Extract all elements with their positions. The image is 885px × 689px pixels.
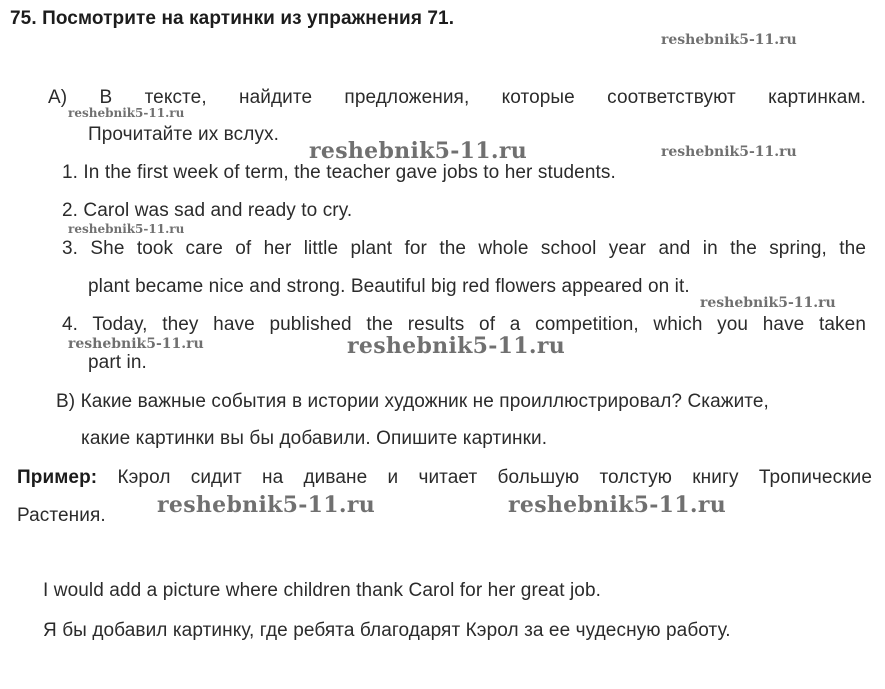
answer-russian: Я бы добавил картинку, где ребята благодарят Кэрол за ее чудесную работу. <box>43 620 731 641</box>
watermark-logo: reshebnik5-11.ru <box>661 32 797 48</box>
watermark-logo: reshebnik5-11.ru <box>700 295 836 311</box>
sentence-4-line1: 4. Today, they have published the results of a competition, which you have taken <box>62 314 866 335</box>
part-a-instruction-line2: Прочитайте их вслух. <box>88 124 280 145</box>
sentence-1: 1. In the first week of term, the teacher gave jobs to her students. <box>62 162 616 183</box>
example-line2: Растения. <box>17 505 106 526</box>
sentence-2: 2. Carol was sad and ready to cry. <box>62 200 353 221</box>
sentence-3-line2: plant became nice and strong. Beautiful big red flowers appeared on it. <box>88 276 690 297</box>
watermark-logo: reshebnik5-11.ru <box>347 333 566 359</box>
exercise-title: 75. Посмотрите на картинки из упражнения 71. <box>10 8 455 29</box>
part-b-instruction-line1: B) Какие важные события в истории художник не проиллюстрировал? Скажите, <box>56 391 769 412</box>
watermark-logo: reshebnik5-11.ru <box>661 144 797 160</box>
watermark-logo: reshebnik5-11.ru <box>68 336 204 352</box>
part-a-instruction-line1: А) В тексте, найдите предложения, которые соответствуют картинкам. <box>48 87 866 108</box>
watermark-logo: reshebnik5-11.ru <box>508 492 727 518</box>
watermark-logo: reshebnik5-11.ru <box>157 492 376 518</box>
watermark-logo: reshebnik5-11.ru <box>68 106 185 120</box>
part-b-instruction-line2: какие картинки вы бы добавили. Опишите картинки. <box>81 428 548 449</box>
example-line1 <box>17 467 872 489</box>
answer-english: I would add a picture where children thank Carol for her great job. <box>43 580 602 601</box>
example-text-line1: Кэрол сидит на диване и читает большую толстую книгу Тропические <box>117 467 872 488</box>
example-label: Пример: <box>17 467 98 488</box>
sentence-3-line1: 3. She took care of her little plant for the whole school year and in the spring, the <box>62 238 866 259</box>
watermark-logo: reshebnik5-11.ru <box>68 222 185 236</box>
sentence-4-line2: part in. <box>88 352 147 373</box>
watermark-logo: reshebnik5-11.ru <box>309 138 528 164</box>
